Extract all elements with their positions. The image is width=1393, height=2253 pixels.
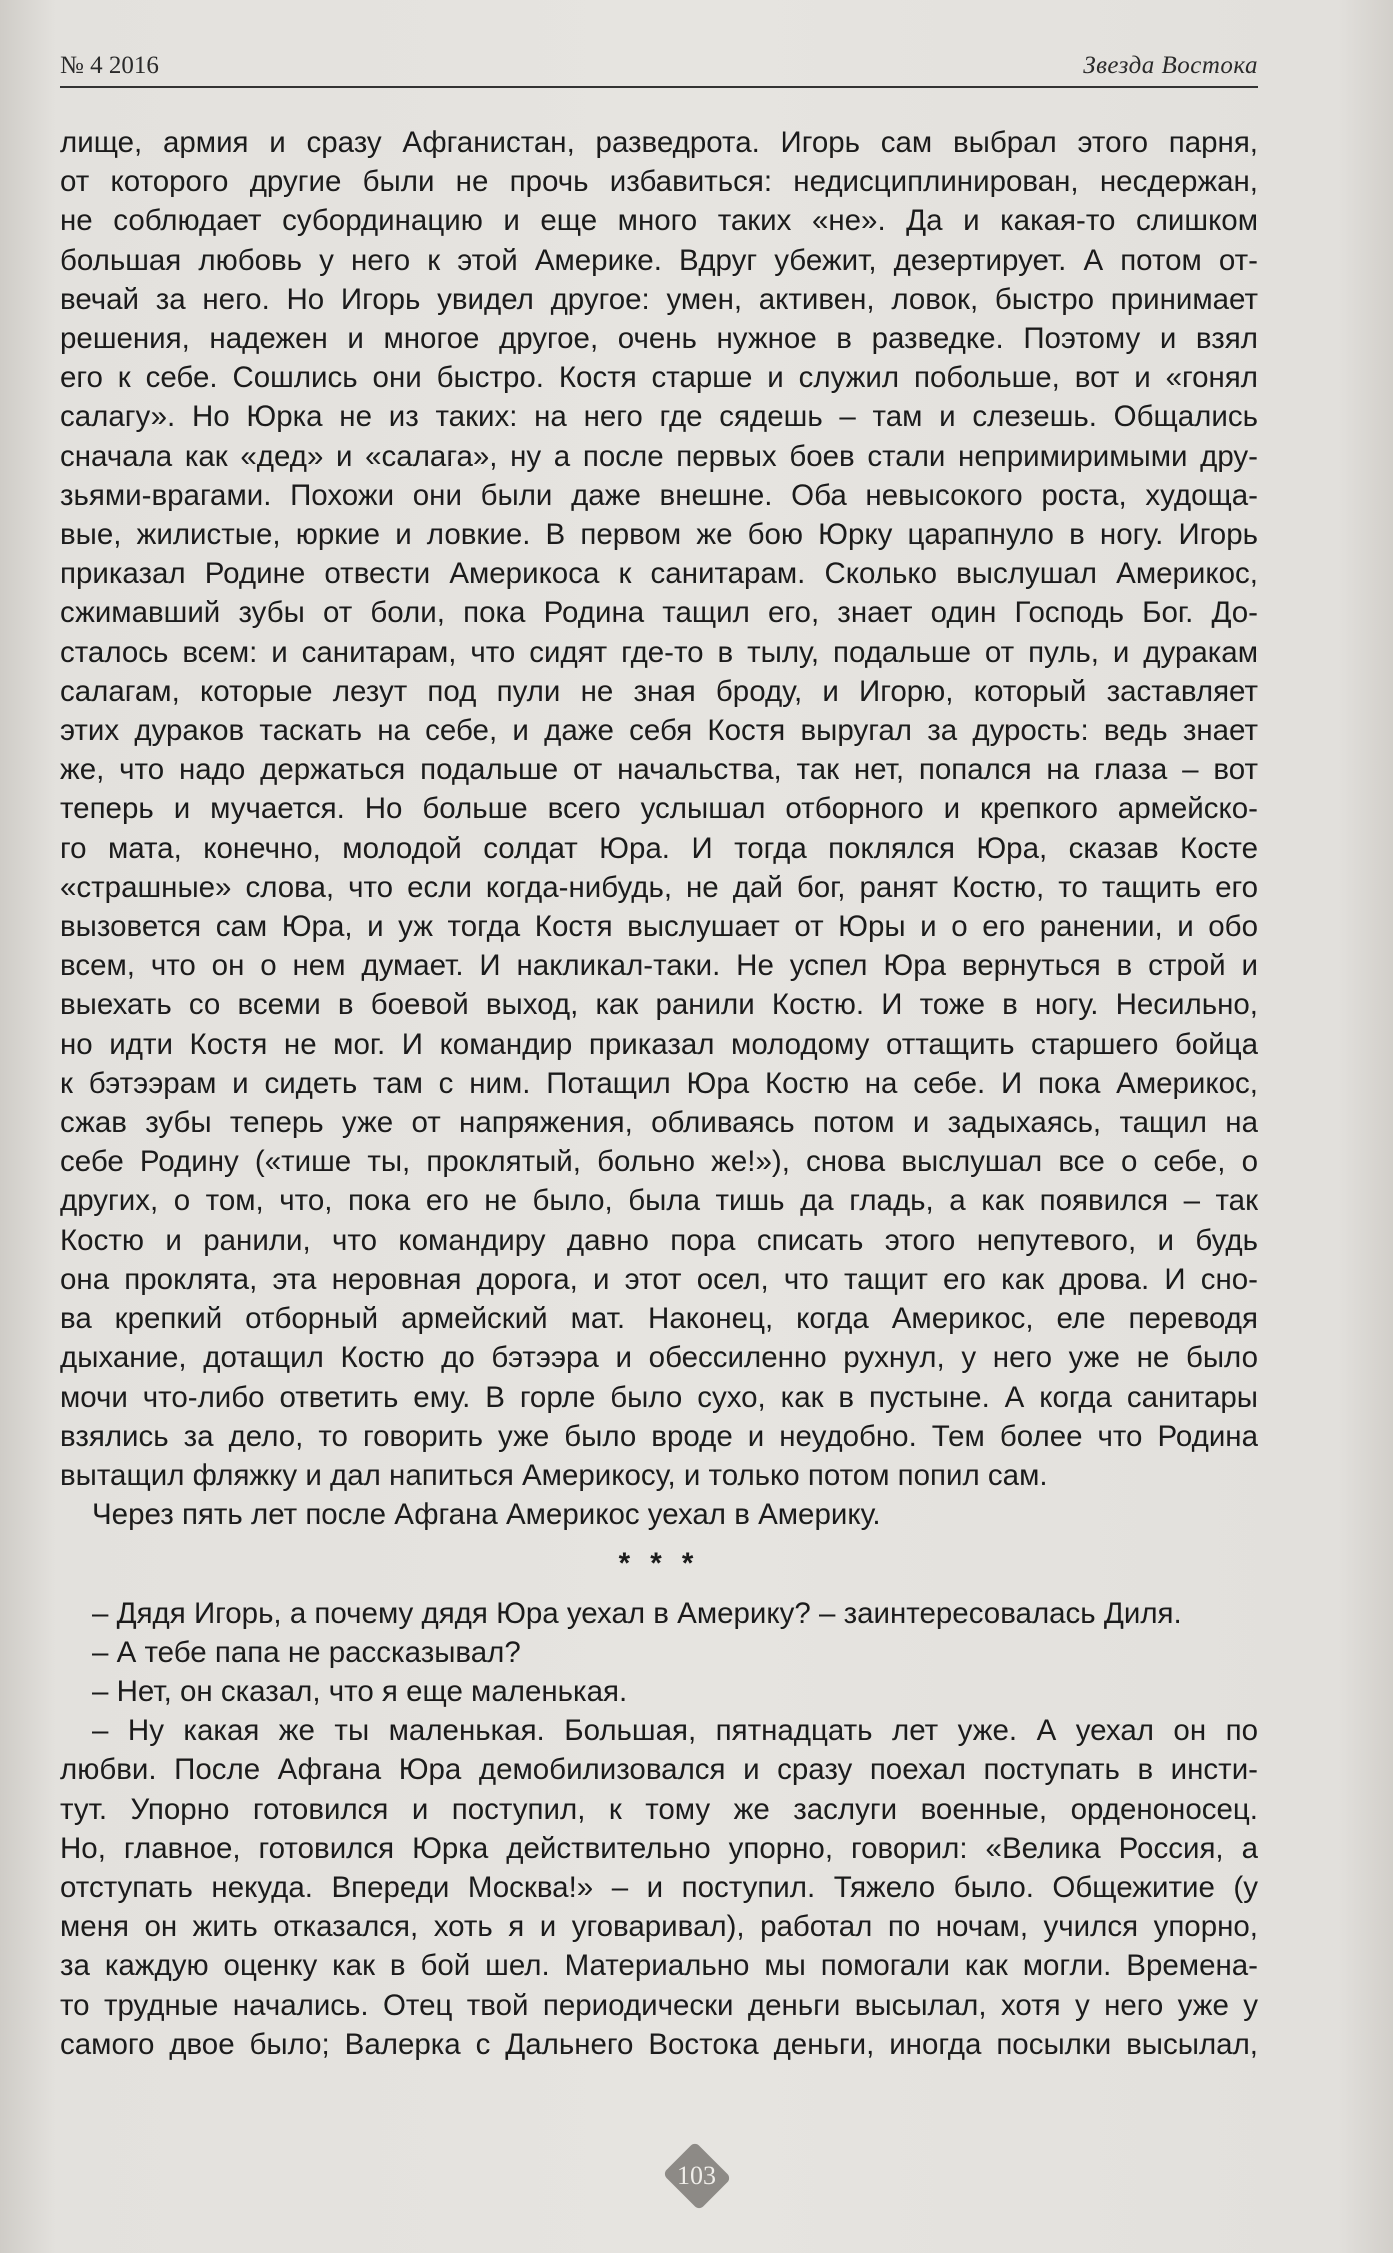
text-line: не соблюдает субординацию и еще много таких «не». Да и какая-то слишком [60, 204, 1258, 238]
text-line: взялись за дело, то говорить уже было вроде и неудобно. Тем более что Родина [60, 1419, 1258, 1453]
text-line: салагам, которые лезут под пули не зная броду, и Игорю, который заставляет [60, 674, 1258, 708]
text-line: всем, что он о нем думает. И накликал-таки. Не успел Юра вернуться в строй и [60, 949, 1258, 983]
text-line: Костю и ранили, что командиру давно пора списать этого непутевого, и будь [60, 1223, 1258, 1257]
page-number: 103 [677, 2161, 716, 2190]
issue-number: № 4 2016 [60, 52, 159, 79]
text-line: салагу». Но Юрка не из таких: на него где сядешь – там и слезешь. Общались [60, 400, 1258, 434]
text-line: теперь и мучается. Но больше всего услышал отборного и крепкого армейско- [60, 792, 1258, 826]
text-line: – Ну какая же ты маленькая. Большая, пятнадцать лет уже. А уехал он по [92, 1714, 1258, 1748]
text-line: сталось всем: и санитарам, что сидят где-то в тылу, подальше от пуль, и дуракам [60, 635, 1258, 669]
text-line: вые, жилистые, юркие и ловкие. В первом же бою Юрку царапнуло в ногу. Игорь [60, 518, 1258, 552]
text-line: сжимавший зубы от боли, пока Родина тащил его, знает один Господь Бог. До- [60, 596, 1258, 630]
text-line: вечай за него. Но Игорь увидел другое: умен, активен, ловок, быстро принимает [60, 282, 1258, 316]
text-line: то трудные начались. Отец твой периодически деньги высылал, хотя у него уже у [60, 1988, 1258, 2022]
page-number-badge [662, 2145, 732, 2207]
text-line: этих дураков таскать на себе, и даже себя Костя выругал за дурость: ведь знает [60, 714, 1258, 748]
text-line: она проклята, эта неровная дорога, и этот осел, что тащит его как дрова. И сно- [60, 1262, 1258, 1296]
text-line: но идти Костя не мог. И командир приказал молодому оттащить старшего бойца [60, 1027, 1258, 1061]
text-line: приказал Родине отвести Америкоса к санитарам. Сколько выслушал Америкос, [60, 557, 1258, 591]
text-line: за каждую оценку как в бой шел. Материально мы помогали как могли. Времена- [60, 1949, 1258, 1983]
text-line: вызовется сам Юра, и уж тогда Костя выслушает от Юры и о его ранении, и обо [60, 910, 1258, 944]
text-line: его к себе. Сошлись они быстро. Костя старше и служил побольше, вот и «гонял [60, 361, 1258, 395]
text-line: выехать со всеми в боевой выход, как ранили Костю. И тоже в ногу. Несильно, [60, 988, 1258, 1022]
journal-title: Звезда Востока [1083, 52, 1258, 79]
text-line: – А тебе папа не рассказывал? [92, 1635, 521, 1669]
text-line: сначала как «дед» и «салага», ну а после первых боев стали непримиримыми дру- [60, 439, 1258, 473]
text-line: вытащил фляжку и дал напиться Америкосу, и только потом попил сам. [60, 1458, 1048, 1492]
text-line: зьями-врагами. Похожи они были даже внешне. Оба невысокого роста, худоща- [60, 478, 1258, 512]
text-line: ва крепкий отборный армейский мат. Наконец, когда Америкос, еле переводя [60, 1302, 1258, 1336]
text-line: меня он жить отказался, хоть я и уговаривал), работал по ночам, учился упорно, [60, 1910, 1258, 1944]
text-line: мочи что-либо ответить ему. В горле было сухо, как в пустыне. А когда санитары [60, 1380, 1258, 1414]
text-line: – Нет, он сказал, что я еще маленькая. [92, 1674, 628, 1708]
text-line: лище, армия и сразу Афганистан, разведрота. Игорь сам выбрал этого парня, [60, 126, 1258, 159]
text-line: от которого другие были не прочь избавиться: недисциплинирован, несдержан, [60, 165, 1258, 199]
section-separator: * * * [618, 1547, 700, 1581]
text-line: – Дядя Игорь, а почему дядя Юра уехал в Америку? – заинтересовалась Диля. [92, 1596, 1182, 1630]
text-line: Но, главное, готовился Юрка действительно упорно, говорил: «Велика Россия, а [60, 1831, 1258, 1865]
text-line: же, что надо держаться подальше от начальства, так нет, попался на глаза – вот [60, 753, 1258, 787]
text-line: отступать некуда. Впереди Москва!» – и поступил. Тяжело было. Общежитие (у [60, 1870, 1258, 1904]
text-line: себе Родину («тише ты, проклятый, больно же!»), снова выслушал все о себе, о [60, 1145, 1258, 1179]
text-line: сжав зубы теперь уже от напряжения, обливаясь потом и задыхаясь, тащил на [60, 1106, 1258, 1140]
text-line: Через пять лет после Афгана Америкос уехал в Америку. [92, 1498, 881, 1532]
text-line: го мата, конечно, молодой солдат Юра. И тогда поклялся Юра, сказав Косте [60, 831, 1258, 865]
text-line: решения, надежен и многое другое, очень нужное в разведке. Поэтому и взял [60, 322, 1258, 356]
text-line: большая любовь у него к этой Америке. Вдруг убежит, дезертирует. А потом от- [60, 243, 1258, 277]
text-line: других, о том, что, пока его не было, была тишь да гладь, а как появился – так [60, 1184, 1258, 1218]
text-line: тут. Упорно готовился и поступил, к тому же заслуги военные, орденоносец. [60, 1792, 1258, 1826]
text-line: «страшные» слова, что если когда-нибудь, не дай бог, ранят Костю, то тащить его [60, 870, 1258, 904]
article-body [60, 123, 1258, 2064]
text-line: любви. После Афгана Юра демобилизовался и сразу поехал поступать в инсти- [60, 1753, 1258, 1787]
running-header [60, 52, 1258, 88]
text-line: самого двое было; Валерка с Дальнего Востока деньги, иногда посылки высылал, [60, 2027, 1258, 2061]
text-line: дыхание, дотащил Костю до бэтээра и обессиленно рухнул, у него уже не было [60, 1341, 1258, 1375]
text-line: к бэтээрам и сидеть там с ним. Потащил Юра Костю на себе. И пока Америкос, [60, 1066, 1258, 1100]
